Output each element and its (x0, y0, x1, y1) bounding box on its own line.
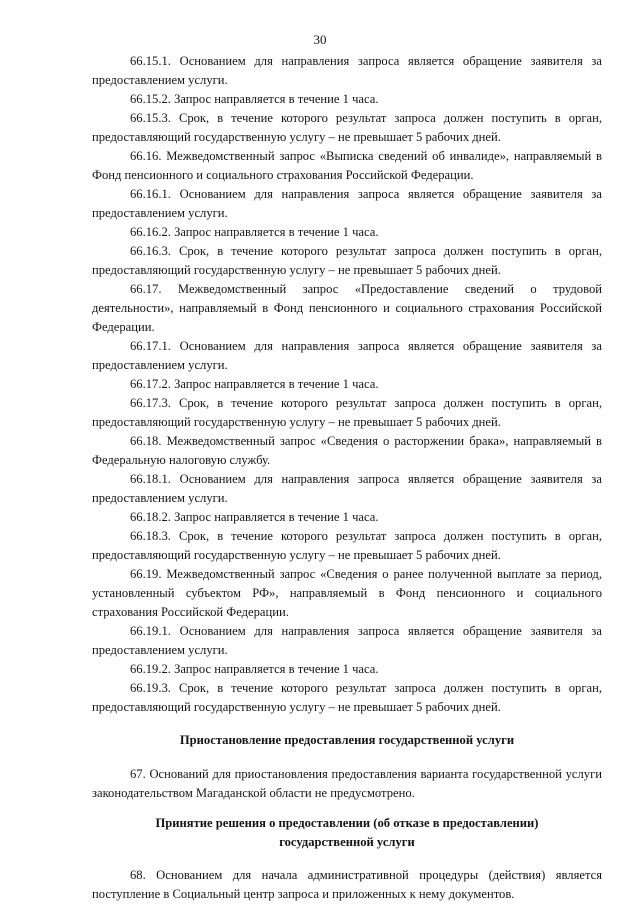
paragraph-66-18-1: 66.18.1. Основанием для направления запроса является обращение заявителя за предоставлением услуги. (92, 472, 602, 506)
heading-decision-line-2: государственной услуги (279, 835, 415, 849)
paragraph-66-18-2: 66.18.2. Запрос направляется в течение 1 часа. (130, 510, 379, 524)
paragraph-67: 67. Оснований для приостановления предоставления варианта государственной услуги законодательством Магаданской области не предусмотрено. (92, 767, 602, 801)
paragraph-66-15-1: 66.15.1. Основанием для направления запроса является обращение заявителя за предоставлением услуги. (92, 54, 602, 88)
paragraph-66-17-1: 66.17.1. Основанием для направления запроса является обращение заявителя за предоставлением услуги. (92, 339, 602, 373)
paragraph-66-19-3: 66.19.3. Срок, в течение которого результат запроса должен поступить в орган, предоставляющий государственную услугу – не превышает 5 рабочих дней. (92, 681, 602, 715)
paragraph-66-16-3: 66.16.3. Срок, в течение которого результат запроса должен поступить в орган, предоставляющий государственную услугу – не превышает 5 рабочих дней. (92, 244, 602, 278)
heading-decision-line-1: Принятие решения о предоставлении (об отказе в предоставлении) (155, 816, 539, 830)
paragraph-66-15-3: 66.15.3. Срок, в течение которого результат запроса должен поступить в орган, предоставляющий государственную услугу – не превышает 5 рабочих дней. (92, 111, 602, 145)
page-number: 30 (313, 32, 327, 47)
paragraph-66-17: 66.17. Межведомственный запрос «Предоставление сведений о трудовой деятельности», направляемый в Фонд пенсионного и социального страхования Российской Федерации. (92, 282, 602, 335)
paragraph-66-18: 66.18. Межведомственный запрос «Сведения о расторжении брака», направляемый в Федеральную налоговую службу. (92, 434, 602, 468)
paragraph-66-18-3: 66.18.3. Срок, в течение которого результат запроса должен поступить в орган, предоставляющий государственную услугу – не превышает 5 рабочих дней. (92, 529, 602, 563)
paragraph-66-17-2: 66.17.2. Запрос направляется в течение 1 часа. (130, 377, 379, 391)
paragraph-68: 68. Основанием для начала административной процедуры (действия) является поступление в Социальный центр запроса и приложенных к нему документов. (92, 868, 602, 902)
paragraph-66-17-3: 66.17.3. Срок, в течение которого результат запроса должен поступить в орган, предоставляющий государственную услугу – не превышает 5 рабочих дней. (92, 396, 602, 430)
paragraph-66-16-1: 66.16.1. Основанием для направления запроса является обращение заявителя за предоставлением услуги. (92, 187, 602, 221)
paragraph-66-19-1: 66.19.1. Основанием для направления запроса является обращение заявителя за предоставлением услуги. (92, 624, 602, 658)
paragraph-66-16-2: 66.16.2. Запрос направляется в течение 1 часа. (130, 225, 379, 239)
paragraph-66-16: 66.16. Межведомственный запрос «Выписка сведений об инвалиде», направляемый в Фонд пенсионного и социального страхования Российской Федерации. (92, 149, 602, 183)
heading-suspension: Приостановление предоставления государственной услуги (179, 733, 515, 747)
paragraph-66-19: 66.19. Межведомственный запрос «Сведения о ранее полученной выплате за период, установленный субъектом РФ», направляемый в Фонд пенсионного и социального страхования Российской Федерации. (92, 567, 602, 620)
paragraph-66-15-2: 66.15.2. Запрос направляется в течение 1 часа. (130, 92, 379, 106)
paragraph-66-19-2: 66.19.2. Запрос направляется в течение 1 часа. (130, 662, 379, 676)
